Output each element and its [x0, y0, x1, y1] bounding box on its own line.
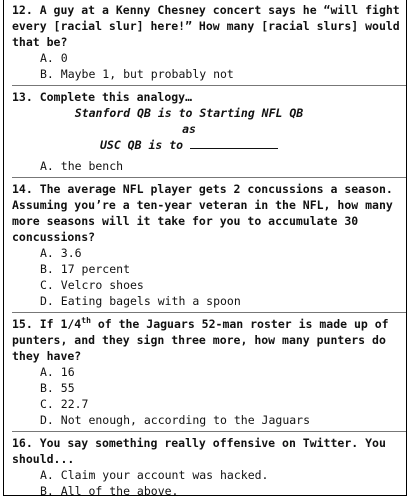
analogy-line-3-text: USC QB is to: [99, 138, 184, 152]
answer-blank: [190, 137, 278, 149]
question-15: [12, 312, 406, 428]
answer-list: [12, 158, 406, 174]
question-16: [12, 431, 406, 499]
question-text: 13. Complete this analogy…: [12, 90, 193, 104]
answer-list: [12, 467, 406, 499]
question-13: [12, 85, 406, 174]
ordinal-superscript: th: [81, 316, 91, 326]
analogy-line-2: as: [182, 122, 196, 136]
answer-option: A. 0: [40, 51, 68, 65]
question-text: 16. You say something really offensive on Twitter. You should...: [12, 436, 393, 466]
question-12: [12, 2, 406, 82]
analogy-line-1: Stanford QB is to Starting NFL QB: [74, 106, 304, 120]
answer-option: B. 17 percent: [40, 262, 131, 276]
answer-option: A. 3.6: [40, 246, 82, 260]
answer-option: B. All of the above.: [40, 484, 179, 498]
question-text: [12, 316, 406, 364]
answer-list: [12, 245, 406, 309]
analogy-line-3: [12, 137, 406, 153]
quiz-sheet: [3, 0, 407, 496]
answer-option: C. 22.7: [40, 397, 89, 411]
answer-option: C. Velcro shoes: [40, 278, 144, 292]
answer-option: A. 16: [40, 365, 75, 379]
question-text-start: 15. If 1/4: [12, 317, 82, 331]
answer-option: A. the bench: [40, 159, 124, 173]
answer-option: A. Claim your account was hacked.: [40, 468, 269, 482]
answer-list: [12, 50, 406, 82]
answer-list: [12, 364, 406, 428]
question-text: 14. The average NFL player gets 2 concussions a season. Assuming you’re a ten-year veteran in the NFL, how many more seasons will it take for you to accumulate 30 concussions?: [12, 182, 400, 244]
answer-option: D. Not enough, according to the Jaguars: [40, 413, 311, 427]
question-14: [12, 177, 406, 309]
question-text-end: of the Jaguars 52-man roster is made up of punters, and they sign three more, how many punters do they have?: [12, 317, 396, 363]
answer-option: D. Eating bagels with a spoon: [40, 294, 241, 308]
question-text: 12. A guy at a Kenny Chesney concert says he “will fight every [racial slur] here!” How many [racial slurs] would that be?: [12, 3, 407, 49]
answer-option: B. 55: [40, 381, 75, 395]
answer-option: B. Maybe 1, but probably not: [40, 67, 234, 81]
